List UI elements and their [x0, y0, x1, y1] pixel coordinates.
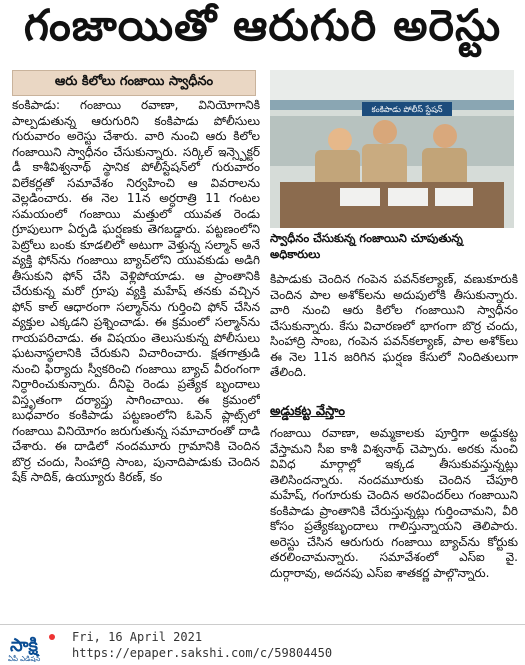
article-right-column — [270, 272, 518, 380]
edition-date: Fri, 16 April 2021 — [72, 630, 203, 644]
page-footer — [0, 624, 525, 665]
section-subhead: అడ్డుకట్ట వేస్తాం — [270, 404, 345, 419]
article-right-column-2 — [270, 426, 518, 614]
headline: గంజాయితో ఆరుగురి అరెస్టు — [23, 1, 502, 51]
subhead: ఆరు కిలోలు గంజాయి స్వాధీనం — [12, 70, 256, 96]
epaper-link[interactable]: https://epaper.sakshi.com/c/59804450 — [72, 646, 333, 660]
article-paragraph: గంజాయి రవాణా, అమ్మకాలకు పూర్తిగా అడ్డుకట్ట వేస్తామని సీఐ కాశీ విశ్వనాథ్ చెప్పారు. అరకు నుంచి వివిధ మార్గాల్లో ఇక్కడ తీసుకువస్తున్నట్లు తెలిసిందన్నారు. నందమూరుకు చెందిన చేపూరి మహేష్, గంగూరుకు చెందిన అరవిందర్‌లు గంజాయిని కంకిపాడు ప్రాంతానికి చేరుస్తున్నట్లు గుర్తించామని, వీరి కోసం ప్రత్యేకబృందాలు గాలిస్తున్నాయని తెలిపారు. అరెస్టు చేసిన ఆరుగురు గంజాయి బ్యాచ్‌ను కోర్టుకు తరలించామన్నారు. సమావేశంలో ఎస్ఐ వై. దుర్గారావు, అదనపు ఎస్ఐ శాతకర్ణ పాల్గొన్నారు. — [270, 426, 518, 580]
logo-sub-text: ఏపీ ఎడిషన్ — [8, 655, 41, 663]
news-photo — [270, 70, 514, 228]
article-paragraph: కిపాడుకు చెందిన గంపెన పవన్‌కల్యాణ్, వణుకూరుకి చెందిన పాల అశోక్‌లను అదుపులోకి తీసుకున్నారు. వారి నుంచి ఆరు కిలోల గంజాయిని స్వాధీనం చేసుకున్నారు. కేసు విచారణలో భాగంగా బొర్ర చందు, సింహాద్రి సాంబ, గంపెన పవన్‌కల్యాణ్, పాల అశోక్‌లు ఈ నెల 11న జరిగిన ఘర్షణ కేసులో నిందితులుగా తేలింది. — [270, 272, 518, 379]
photo-caption: స్వాధీనం చేసుకున్న గంజాయిని చూపుతున్న అధికారులు — [270, 231, 463, 261]
article-paragraph: కంకిపాడు: గంజాయి రవాణా, వినియోగానికి పాల్పడుతున్న ఆరుగురిని కంకిపాడు పోలీసులు గురువారం అరెస్టు చేశారు. వారి నుంచి ఆరు కిలోల గంజాయిని స్వాధీనం చేసుకున్నారు. సర్కిల్ ఇన్స్పెక్టర్ డీ కాశీవిశ్వనాథ్ స్థానిక పోలీస్టేషన్‌లో గురువారం విలేకర్లతో సమావేశం నిర్వహించి ఆ వివరాలను వెల్లడించారు. ఈ నెల 11న అర్ధరాత్రి 11 గంటల సమయంలో గంజాయి మత్తులో యువత రెండు గ్రూపులుగా ఏర్పడి ఘర్షణకు తెగబడ్డారు. పట్టణంలోని పెట్రోలు బంకు కూడలిలో అటుగా వెళ్తున్న సల్మాన్ అనే వ్యక్తి ఫోన్‌ను గంజాయి బ్యాచ్‌లోని యువకుడు అడిగి తీసుకుని ఫోన్ చేసి వెళ్లిపోయాడు. ఆ ప్రాంతానికి చేరుకున్న మరో గ్రూపు వ్యక్తి మహేష్ తనకు వచ్చిన ఫోన్ కాల్ ఆధారంగా సల్మాన్‌ను గుర్తించి ఫోన్ చేసిన వ్యక్తుల ఎక్కడని ప్రశ్నించాడు. ఈ క్రమంలో సల్మాన్‌ను గాయపరిచాడు. ఈ విషయం తెలుసుకున్న పోలీసులు ఘటనాస్థలానికి చేరుకుని విచారించారు. క్షతగాత్రుడి నుంచి ఫిర్యాదు స్వీకరించి గంజాయి బ్యాచ్ వీరంగంగా నిర్ధారించుకున్నారు. దీనిపై రెండు ప్రత్యేక బృందాలు విస్తృతంగా దర్యాప్తు సాగించాయి. ఈ క్రమంలో బుధవారం కంకిపాడు పట్టణంలోని ఓపెన్ ప్లాట్స్‌లో గంజాయి వినియోగం జరుగుతున్న సమాచారంతో దాడి చేశారు. ఈ దాడిలో నందమూరు గ్రామానికి చెందిన బొర్ర చందు, సింహాద్రి సాంబ, పునాదిపాడుకు చెందిన షేక్ సాదిక్, ఉయ్యూరు కిరణ్, కం — [12, 98, 260, 484]
station-banner: కంకిపాడు పోలీస్ స్టేషన్ — [371, 105, 443, 114]
photo-illustration — [270, 70, 514, 228]
logo-text: సాక్షి — [10, 635, 38, 656]
footer-info — [72, 629, 332, 661]
article-left-column — [12, 98, 260, 598]
